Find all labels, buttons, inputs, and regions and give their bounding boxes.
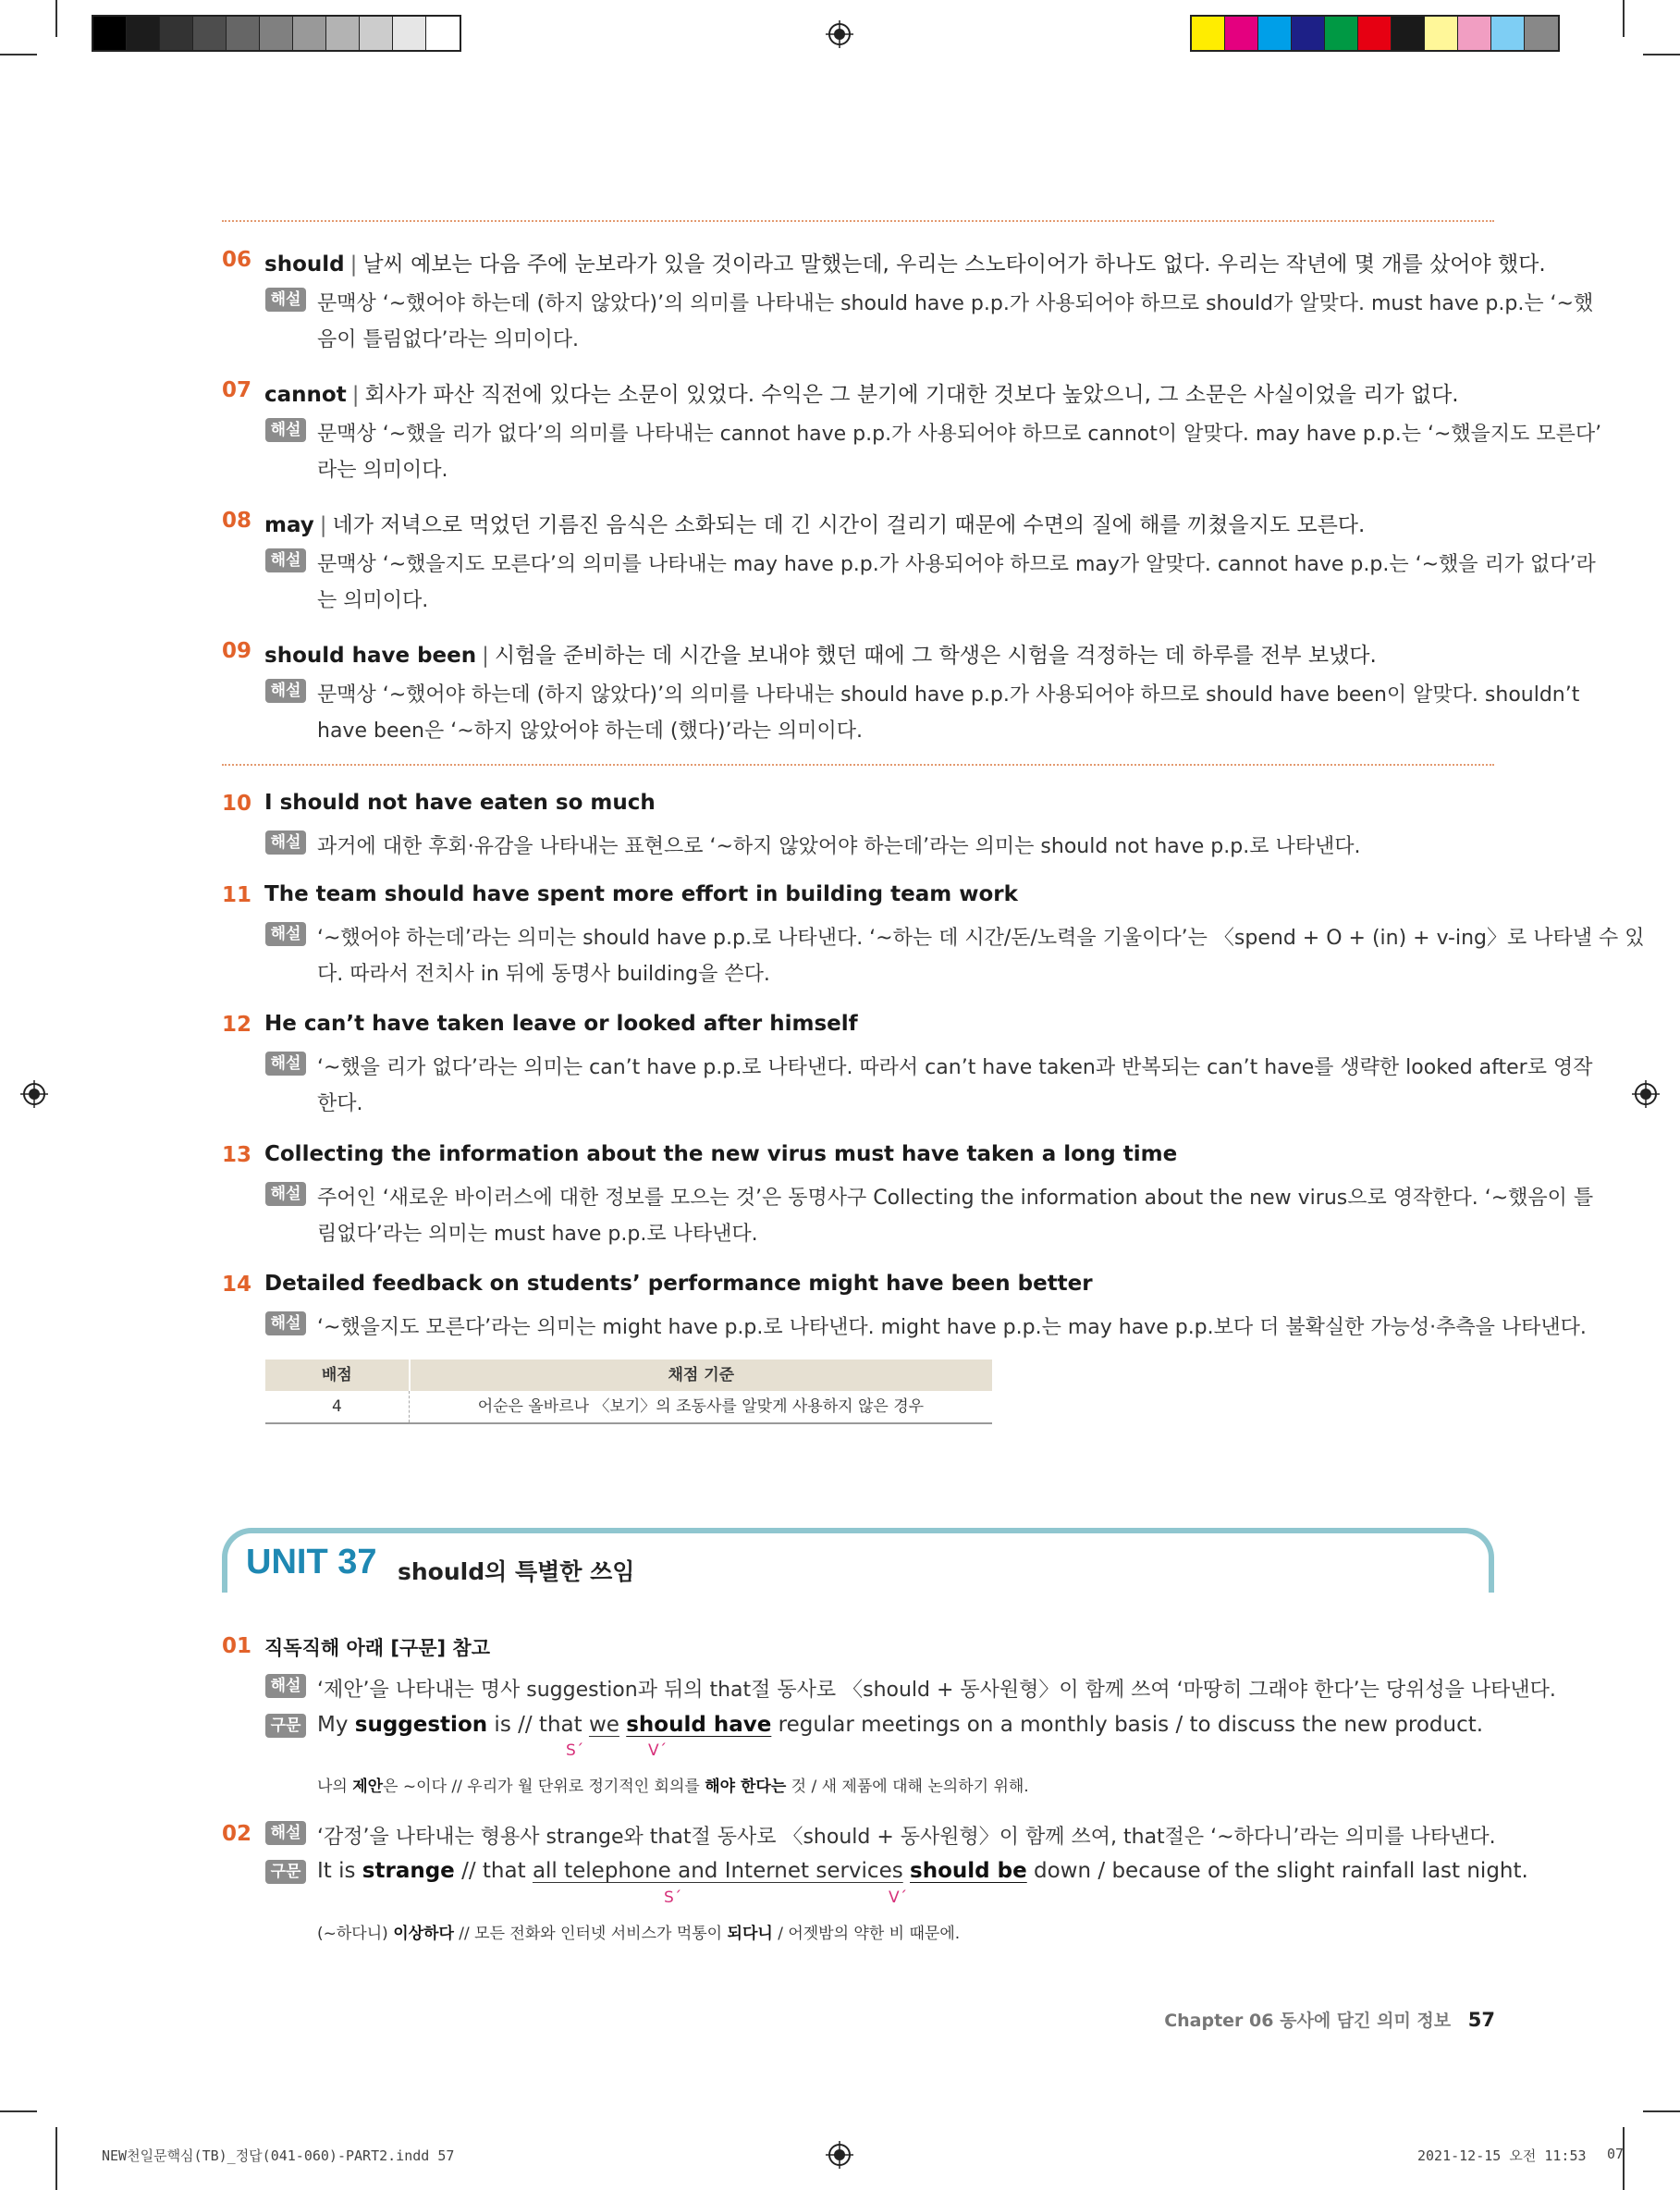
page-number: 57 — [1467, 2009, 1495, 2031]
translation-part: 나의 — [317, 1778, 353, 1796]
separator: | — [319, 513, 327, 537]
item-number: 12 — [222, 1013, 252, 1037]
explanation-badge: 해설 — [265, 548, 306, 572]
explanation-text: 주어인 ‘새로운 바이러스에 대한 정보를 모으는 것’은 동명사구 Collecting the information about the new virus으로 영작한다. ‘~했음이 틀 — [317, 1187, 1594, 1210]
chapter-number: Chapter 06 — [1164, 2011, 1274, 2031]
color-swatch — [293, 17, 326, 50]
gray-color-bar — [92, 15, 461, 52]
crop-mark — [0, 54, 37, 55]
crop-mark — [55, 0, 57, 37]
color-swatch — [1491, 17, 1525, 50]
explanation-text: 림없다’라는 의미는 must have p.p.로 나타낸다. — [317, 1223, 758, 1246]
item-answer-line — [264, 247, 1546, 277]
item-number: 01 — [222, 1634, 252, 1658]
item-answer: Detailed feedback on students’ performance might have been better — [264, 1272, 1093, 1296]
explanation-text: ‘~했을지도 모른다’라는 의미는 might have p.p.로 나타낸다. might have p.p.는 may have p.p.보다 더 불확실한 가능성·추측을 나타낸다. — [317, 1316, 1587, 1339]
separator: | — [351, 383, 360, 407]
color-swatch — [1392, 17, 1425, 50]
slug-page: 07 — [1607, 2146, 1625, 2162]
item-number: 13 — [222, 1143, 252, 1167]
explanation-text: ‘제안’을 나타내는 명사 suggestion과 뒤의 that절 동사로 〈should + 동사원형〉이 함께 쓰여 ‘마땅히 그래야 한다’는 당위성을 나타낸다. — [317, 1679, 1556, 1702]
explanation-badge: 해설 — [265, 288, 306, 312]
item-number: 14 — [222, 1273, 252, 1297]
color-swatch — [393, 17, 426, 50]
dotted-divider — [222, 220, 1494, 222]
explanation-badge: 해설 — [265, 679, 306, 703]
translation-keyword: 되다니 — [727, 1925, 773, 1943]
translation-part: // 모든 전화와 인터넷 서비스가 먹통이 — [453, 1925, 728, 1943]
translation-keyword: 해야 한다는 — [705, 1778, 787, 1796]
item-answer-line — [264, 377, 1459, 408]
sentence-keyword: suggestion — [354, 1713, 488, 1737]
color-swatch — [326, 17, 360, 50]
explanation-badge: 해설 — [265, 1182, 306, 1206]
sentence-part — [903, 1859, 910, 1883]
color-swatch — [160, 17, 193, 50]
verb-underline: should have — [626, 1713, 772, 1737]
color-swatch — [227, 17, 260, 50]
explanation-badge: 해설 — [265, 1674, 306, 1698]
crop-mark — [0, 2110, 37, 2112]
item-translation: 네가 저녁으로 먹었던 기름진 음식은 소화되는 데 긴 시간이 걸리기 때문에 수면의 질에 해를 끼쳤을지도 모른다. — [332, 513, 1366, 537]
explanation-badge: 해설 — [265, 418, 306, 442]
sentence-keyword: strange — [362, 1859, 455, 1883]
unit-subtitle: should의 특별한 쓰임 — [398, 1558, 635, 1585]
subject-label: S´ — [566, 1741, 584, 1760]
verb-label: V´ — [889, 1889, 908, 1907]
item-number: 08 — [222, 509, 252, 533]
table-row — [265, 1391, 992, 1424]
item-number: 02 — [222, 1822, 252, 1846]
sentence-part: down / because of the slight rainfall last night. — [1026, 1859, 1528, 1883]
registration-mark-icon — [20, 1080, 48, 1108]
color-swatch — [1192, 17, 1225, 50]
item-translation: 회사가 파산 직전에 있다는 소문이 있었다. 수익은 그 분기에 기대한 것보다 높았으니, 그 소문은 사실이었을 리가 없다. — [364, 383, 1459, 407]
item-answer: The team should have spent more effort in building team work — [264, 882, 1018, 906]
item-answer: cannot — [264, 383, 347, 407]
explanation-text: 한다. — [317, 1092, 363, 1115]
cmyk-color-bar — [1190, 15, 1560, 52]
criteria-header: 채점 기준 — [411, 1360, 992, 1391]
item-heading: 직독직해 아래 [구문] 참고 — [264, 1637, 490, 1659]
explanation-text: 과거에 대한 후회·유감을 나타내는 표현으로 ‘~하지 않았어야 하는데’라는 의미는 should not have p.p.로 나타낸다. — [317, 835, 1361, 858]
sentence-part: It is — [317, 1859, 362, 1883]
item-number: 06 — [222, 248, 252, 272]
color-swatch — [1225, 17, 1258, 50]
sentence-part: // that — [454, 1859, 533, 1883]
explanation-text: 다. 따라서 전치사 in 뒤에 동명사 building을 쓴다. — [317, 963, 770, 986]
registration-mark-icon — [1632, 1080, 1660, 1108]
registration-mark-icon — [826, 2141, 853, 2169]
subject-underline: we — [588, 1713, 619, 1737]
crop-mark — [1643, 2110, 1680, 2112]
score-table-header — [265, 1360, 992, 1391]
translation-part: 은 ~이다 // 우리가 월 단위로 정기적인 회의를 — [383, 1778, 705, 1796]
item-number: 11 — [222, 883, 252, 907]
subject-underline: all telephone and Internet services — [532, 1859, 903, 1883]
explanation-text: 문맥상 ‘~했을 리가 없다’의 의미를 나타내는 cannot have p.p.가 사용되어야 하므로 cannot이 알맞다. may have p.p.는 ‘~했을지도 모른다’ — [317, 423, 1602, 446]
crop-mark — [1643, 54, 1680, 55]
explanation-text: have been은 ‘~하지 않았어야 하는데 (했다)’라는 의미이다. — [317, 720, 864, 743]
item-answer: should — [264, 252, 345, 277]
translation-part: / 어젯밤의 약한 비 때문에. — [772, 1925, 961, 1943]
color-swatch — [1292, 17, 1325, 50]
color-swatch — [127, 17, 160, 50]
explanation-badge: 해설 — [265, 1311, 306, 1335]
color-swatch — [426, 17, 460, 50]
item-answer: I should not have eaten so much — [264, 791, 656, 815]
color-swatch — [1325, 17, 1358, 50]
structure-badge: 구문 — [265, 1714, 306, 1738]
structure-sentence — [317, 1859, 1528, 1883]
item-answer-line — [264, 638, 1377, 669]
score-cell: 4 — [265, 1391, 410, 1422]
verb-label: V´ — [648, 1741, 668, 1760]
item-answer: may — [264, 513, 314, 537]
structure-sentence — [317, 1713, 1483, 1737]
sentence-part: regular meetings on a monthly basis / to discuss the new product. — [771, 1713, 1484, 1737]
separator: | — [482, 644, 489, 668]
slug-timestamp: 2021-12-15 오전 11:53 — [1417, 2147, 1587, 2164]
item-translation: 날씨 예보는 다음 주에 눈보라가 있을 것이라고 말했는데, 우리는 스노타이어가 하나도 없다. 우리는 작년에 몇 개를 샀어야 했다. — [362, 252, 1546, 277]
item-answer-line — [264, 508, 1365, 538]
translation-line — [317, 1920, 960, 1943]
explanation-text: ‘~했어야 하는데’라는 의미는 should have p.p.로 나타낸다. ‘~하는 데 시간/돈/노력을 기울이다’는 〈spend + O + (in) + v-ing〉로 나타낼 수 있 — [317, 927, 1645, 950]
page-footer — [1164, 2007, 1495, 2032]
item-number: 10 — [222, 792, 252, 816]
color-swatch — [1358, 17, 1392, 50]
translation-keyword: 이상하다 — [393, 1925, 454, 1943]
score-header: 배점 — [265, 1360, 411, 1391]
criteria-cell: 어순은 올바르나 〈보기〉의 조동사를 알맞게 사용하지 않은 경우 — [477, 1397, 925, 1416]
color-swatch — [1258, 17, 1292, 50]
translation-part: (~하다니) — [317, 1925, 394, 1943]
translation-part: 것 / 새 제품에 대해 논의하기 위해. — [786, 1778, 1029, 1796]
item-number: 07 — [222, 378, 252, 402]
explanation-text: 문맥상 ‘~했어야 하는데 (하지 않았다)’의 의미를 나타내는 should have p.p.가 사용되어야 하므로 should have been이 알맞다. shouldn’t — [317, 683, 1580, 707]
item-translation: 시험을 준비하는 데 시간을 보내야 했던 때에 그 학생은 시험을 걱정하는 데 하루를 전부 보냈다. — [494, 644, 1377, 668]
dotted-divider — [222, 764, 1494, 766]
color-swatch — [360, 17, 393, 50]
explanation-text: 는 의미이다. — [317, 589, 429, 612]
item-answer: Collecting the information about the new virus must have taken a long time — [264, 1142, 1178, 1166]
score-table — [265, 1360, 992, 1424]
color-swatch — [1425, 17, 1458, 50]
unit-title: UNIT 37 — [246, 1543, 377, 1581]
crop-mark — [55, 2127, 57, 2190]
explanation-badge: 해설 — [265, 922, 306, 946]
verb-underline: should be — [910, 1859, 1027, 1883]
sentence-part: is // that — [487, 1713, 589, 1737]
color-swatch — [1525, 17, 1558, 50]
item-answer: should have been — [264, 644, 477, 668]
explanation-text: 음이 틀림없다’라는 의미이다. — [317, 328, 579, 351]
explanation-badge: 해설 — [265, 1052, 306, 1076]
explanation-text: ‘~했을 리가 없다’라는 의미는 can’t have p.p.로 나타낸다. 따라서 can’t have taken과 반복되는 can’t have를 생략한 looked after로 영작 — [317, 1056, 1593, 1079]
explanation-text: 문맥상 ‘~했어야 하는데 (하지 않았다)’의 의미를 나타내는 should have p.p.가 사용되어야 하므로 should가 알맞다. must have p.p.는 ‘~했 — [317, 292, 1594, 315]
structure-badge: 구문 — [265, 1860, 306, 1884]
crop-mark — [1623, 0, 1625, 37]
registration-mark-icon — [826, 20, 853, 48]
explanation-badge: 해설 — [265, 1821, 306, 1845]
explanation-text: 라는 의미이다. — [317, 459, 448, 482]
translation-keyword: 제안 — [352, 1778, 384, 1796]
item-answer: He can’t have taken leave or looked after himself — [264, 1012, 858, 1036]
color-swatch — [93, 17, 127, 50]
sentence-part: My — [317, 1713, 355, 1737]
slug-file-info: NEW천일문핵심(TB)_정답(041-060)-PART2.indd 57 — [102, 2147, 455, 2164]
color-swatch — [1458, 17, 1491, 50]
subject-label: S´ — [664, 1889, 682, 1907]
explanation-badge: 해설 — [265, 830, 306, 855]
chapter-title: 동사에 담긴 의미 정보 — [1280, 2011, 1452, 2031]
explanation-text: 문맥상 ‘~했을지도 모른다’의 의미를 나타내는 may have p.p.가 사용되어야 하므로 may가 알맞다. cannot have p.p.는 ‘~했을 리가 없다’라 — [317, 553, 1596, 576]
color-swatch — [193, 17, 227, 50]
color-swatch — [260, 17, 293, 50]
separator: | — [349, 252, 358, 277]
translation-line — [317, 1773, 1029, 1796]
item-number: 09 — [222, 639, 252, 663]
explanation-text: ‘감정’을 나타내는 형용사 strange와 that절 동사로 〈should + 동사원형〉이 함께 쓰여, that절은 ‘~하다니’라는 의미를 나타낸다. — [317, 1826, 1496, 1849]
